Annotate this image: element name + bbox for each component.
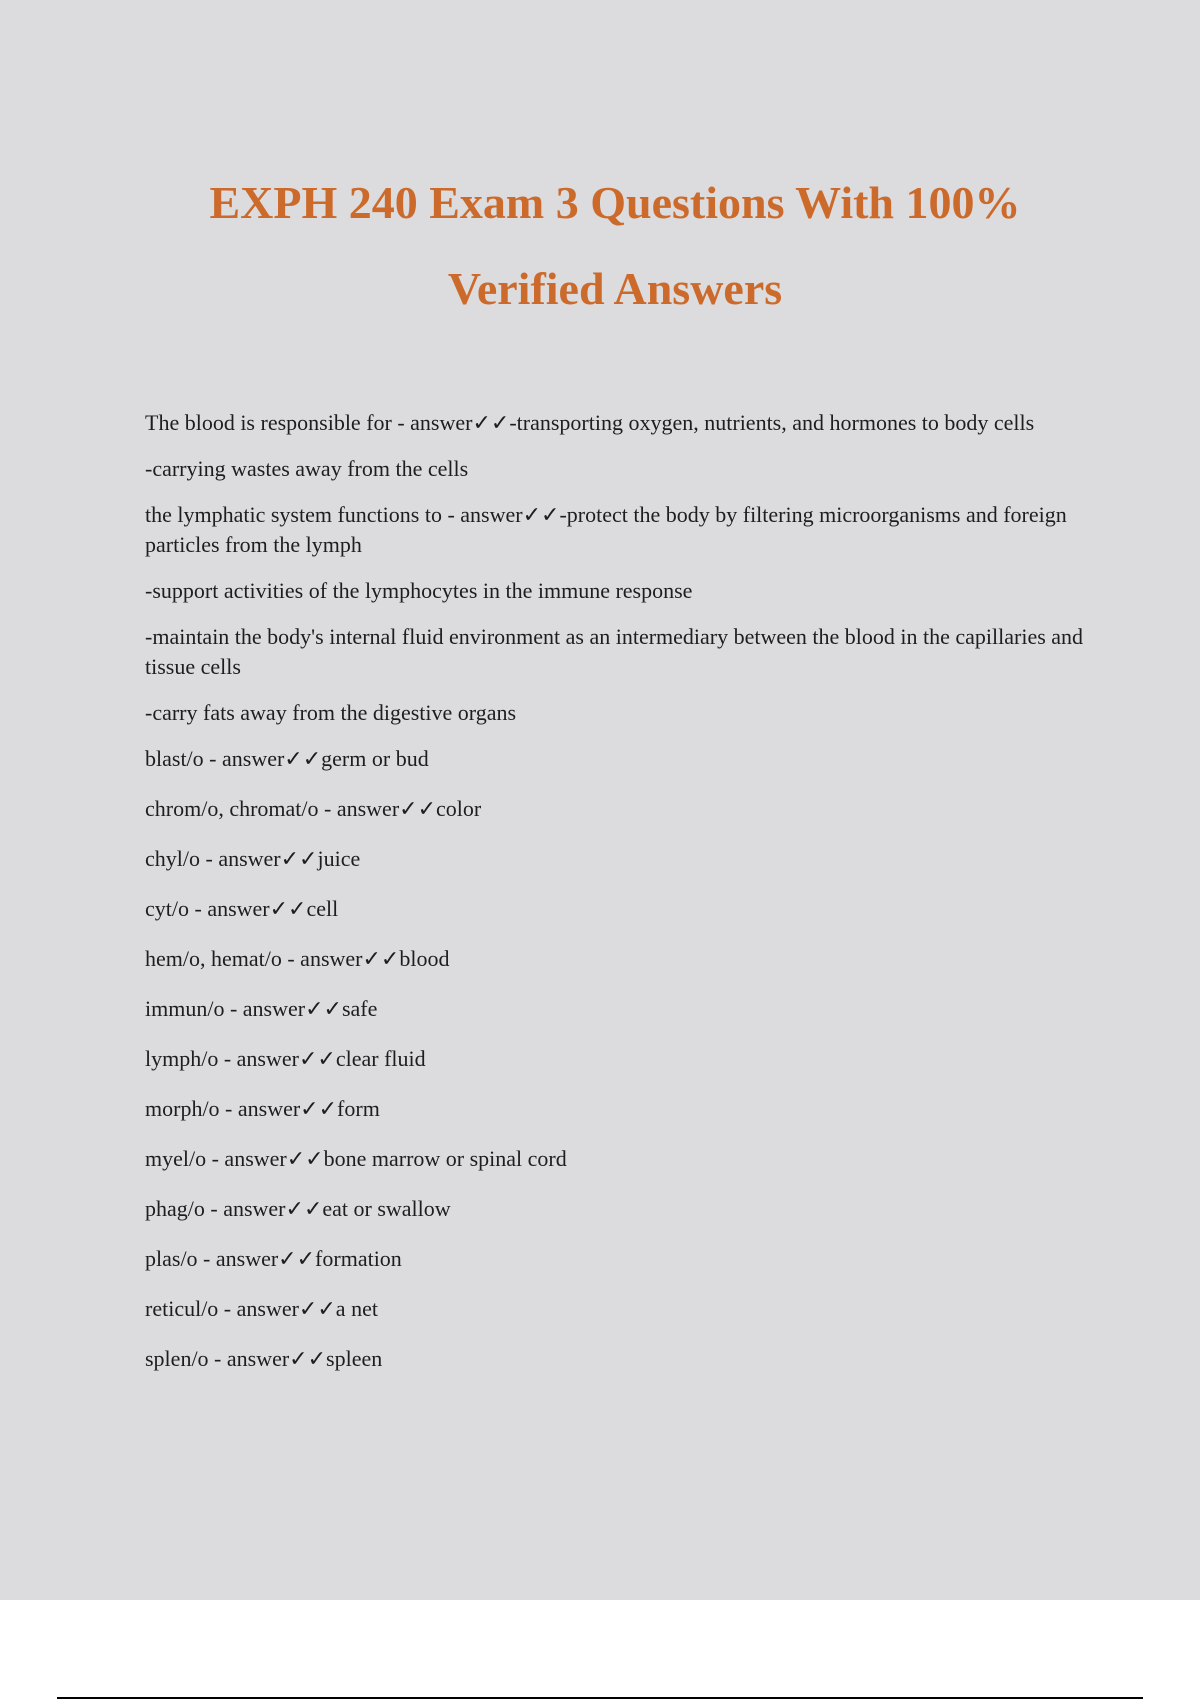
paragraph-lymphocytes: -support activities of the lymphocytes in the immune response	[145, 578, 693, 603]
document-body	[145, 408, 1090, 1394]
paragraph-lymphatic: the lymphatic system functions to - answer✓✓-protect the body by filtering microorganisms and foreign particles from the lymph	[145, 502, 1067, 557]
term-item: reticul/o - answer✓✓a net	[145, 1296, 378, 1321]
paragraph-blood-wastes: -carrying wastes away from the cells	[145, 456, 469, 481]
term-item: splen/o - answer✓✓spleen	[145, 1346, 383, 1371]
term-item: chyl/o - answer✓✓juice	[145, 846, 361, 871]
term-item: hem/o, hemat/o - answer✓✓blood	[145, 946, 450, 971]
title-line-2: Verified Answers	[447, 263, 783, 314]
term-item: plas/o - answer✓✓formation	[145, 1246, 402, 1271]
term-item: cyt/o - answer✓✓cell	[145, 896, 339, 921]
term-item: phag/o - answer✓✓eat or swallow	[145, 1196, 451, 1221]
title-line-1: EXPH 240 Exam 3 Questions With 100%	[209, 177, 1021, 228]
term-item: blast/o - answer✓✓germ or bud	[145, 746, 429, 771]
paragraph-fluid-environment: -maintain the body's internal fluid environment as an intermediary between the blood in the capillaries and tissue cells	[145, 624, 1084, 679]
document-title	[0, 160, 1200, 332]
paragraph-blood: The blood is responsible for - answer✓✓-transporting oxygen, nutrients, and hormones to body cells	[145, 410, 1035, 435]
paragraph-fats: -carry fats away from the digestive organs	[145, 700, 517, 725]
term-item: morph/o - answer✓✓form	[145, 1096, 380, 1121]
term-item: chrom/o, chromat/o - answer✓✓color	[145, 796, 482, 821]
term-item: lymph/o - answer✓✓clear fluid	[145, 1046, 426, 1071]
term-item: myel/o - answer✓✓bone marrow or spinal cord	[145, 1146, 567, 1171]
footer-divider	[57, 1697, 1143, 1699]
term-item: immun/o - answer✓✓safe	[145, 996, 378, 1021]
